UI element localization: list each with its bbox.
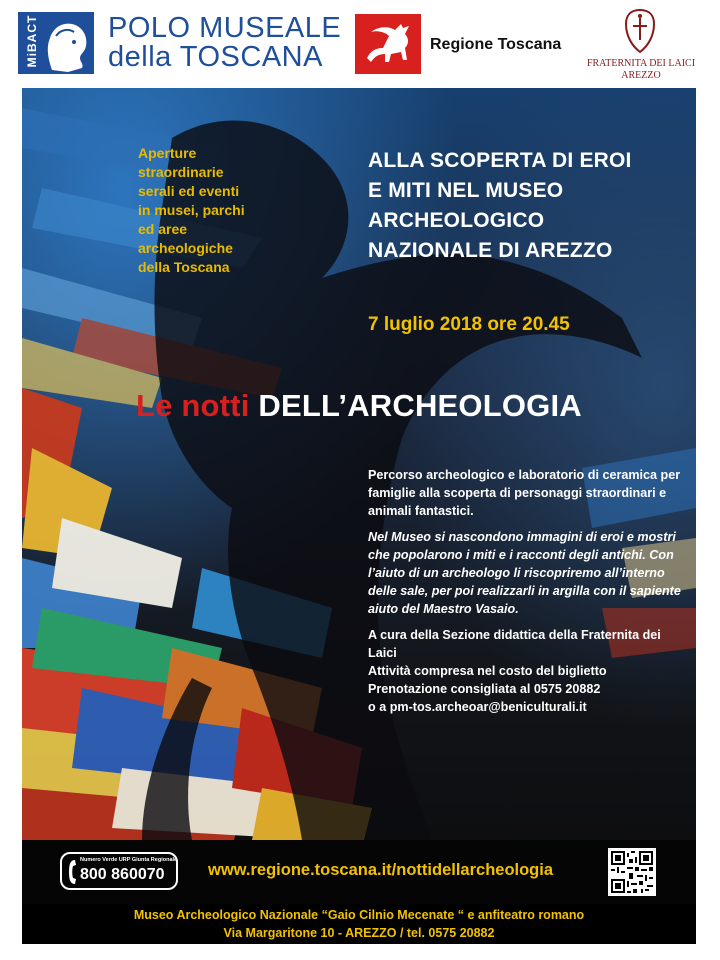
title-line: NAZIONALE DI AREZZO	[368, 239, 613, 262]
mibac-logo	[18, 12, 94, 74]
website-link[interactable]: www.regione.toscana.it/nottidellarcheologia	[208, 861, 554, 879]
organizer-info	[368, 626, 688, 716]
regione-toscana-name: Regione Toscana	[430, 36, 562, 53]
aperture-line: Aperture	[138, 145, 197, 161]
aperture-text	[138, 144, 278, 277]
toll-free-caption: Numero Verde URP Giunta Regionale	[80, 857, 178, 863]
museum-footer	[22, 904, 696, 944]
qr-code[interactable]	[608, 848, 656, 896]
event-poster	[22, 88, 696, 944]
title-line: E MITI NEL MUSEO	[368, 179, 564, 202]
organizer-line: A cura della Sezione didattica della Fraternita dei Laici	[368, 628, 661, 660]
aperture-line: in musei, parchi	[138, 202, 245, 218]
qr-code-icon	[611, 851, 653, 893]
aperture-line: archeologiche	[138, 240, 233, 256]
aperture-line: straordinarie	[138, 164, 224, 180]
statue-head-icon	[38, 18, 90, 72]
aperture-line: della Toscana	[138, 259, 230, 275]
fraternita-line1: FRATERNITA DEI LAICI	[586, 58, 696, 69]
booking-phone-line: Prenotazione consigliata al 0575 20882	[368, 682, 601, 696]
fraternita-line2: AREZZO	[621, 70, 661, 81]
aperture-line: serali ed eventi	[138, 183, 240, 199]
polo-title-line1: POLO MUSEALE	[108, 12, 342, 44]
fraternita-shield-icon	[622, 8, 658, 54]
mibac-logo-text: MiBACT	[25, 14, 39, 68]
aperture-line: ed aree	[138, 221, 188, 237]
polo-title-line2: della TOSCANA	[108, 41, 323, 73]
title-line: ARCHEOLOGICO	[368, 209, 545, 232]
phone-icon	[67, 859, 77, 885]
booking-email-line: o a pm-tos.archeoar@beniculturali.it	[368, 700, 587, 714]
toll-free-number-box[interactable]	[60, 852, 178, 890]
event-name-red: Le notti	[136, 388, 250, 423]
event-description	[368, 466, 688, 716]
event-name	[136, 388, 582, 424]
event-main-title	[368, 146, 688, 266]
description-paragraph: Percorso archeologico e laboratorio di ceramica per famiglie alla scoperta di personaggi straordinari e animali fantastici.	[368, 468, 681, 518]
fraternita-name	[580, 58, 702, 82]
museum-address: Via Margaritone 10 - AREZZO / tel. 0575 20882	[223, 926, 495, 940]
title-line: ALLA SCOPERTA DI EROI	[368, 149, 632, 172]
museum-name: Museo Archeologico Nazionale “Gaio Cilnio Mecenate “ e anfiteatro romano	[133, 908, 585, 922]
description-italic-paragraph: Nel Museo si nascondono immagini di eroi e mostri che popolarono i miti e i racconti degli antichi. Con l’aiuto di un archeologo li riscopriremo all’interno delle sale, per poi realizzarli in argilla con il sapiente aiuto del Maestro Vasaio.	[368, 530, 681, 616]
regione-toscana-logo	[355, 14, 421, 74]
polo-museale-title	[108, 14, 341, 72]
price-line: Attività compresa nel costo del biglietto	[368, 664, 607, 678]
toll-free-number: 800 860070	[80, 866, 165, 883]
pegasus-icon	[355, 14, 421, 74]
page-header	[0, 0, 720, 88]
event-date: 7 luglio 2018 ore 20.45	[368, 314, 570, 335]
event-name-white: DELL’ARCHEOLOGIA	[258, 388, 582, 423]
